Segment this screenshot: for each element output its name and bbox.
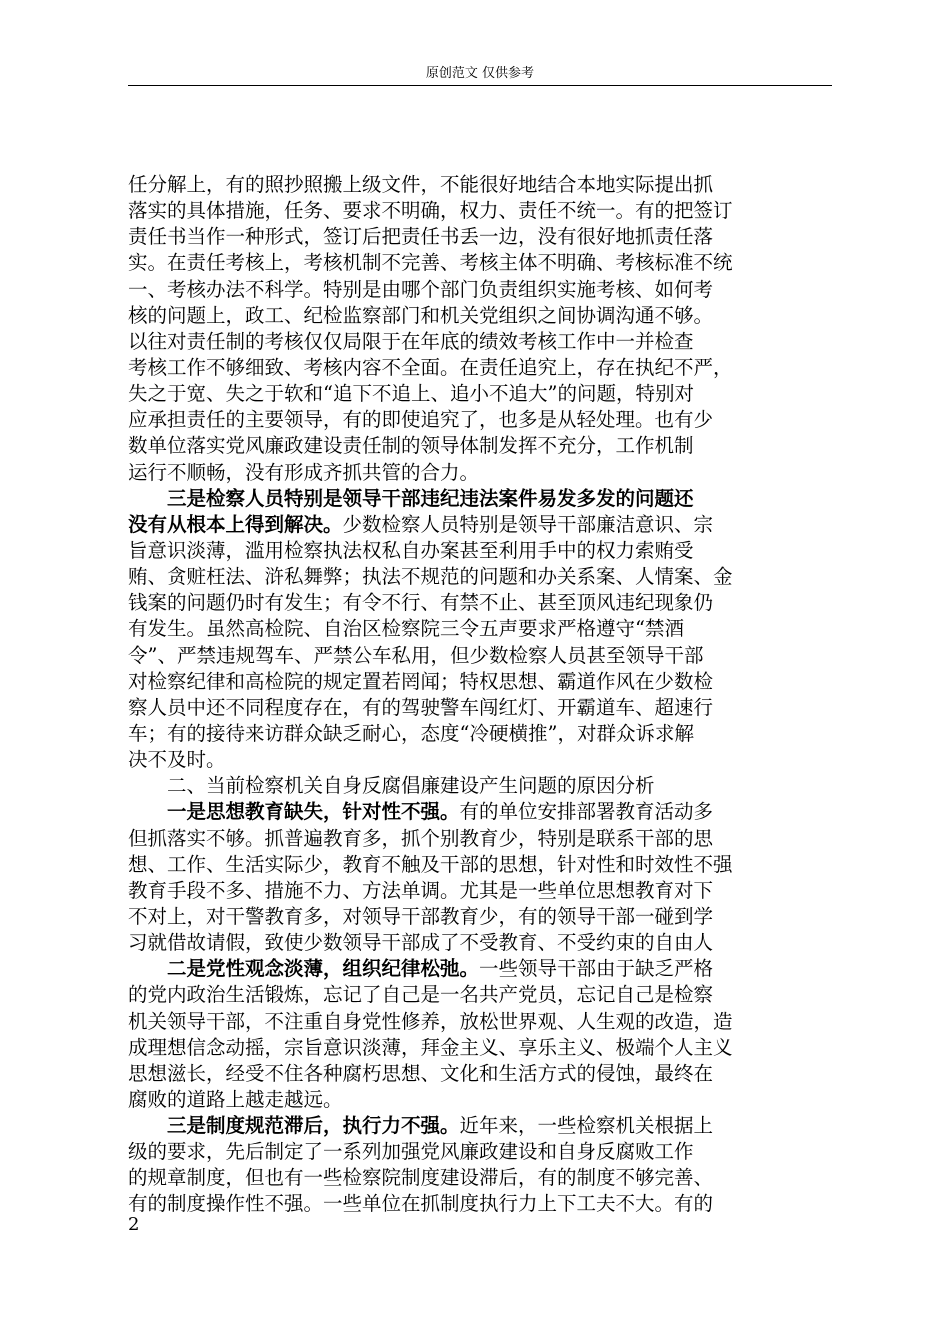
text-line [128, 1061, 832, 1087]
body-text-segment: 有的单位安排部署教育活动多 [459, 800, 714, 824]
text-line [128, 904, 832, 930]
text-line [128, 826, 832, 852]
text-line [128, 355, 832, 381]
text-line [128, 1139, 832, 1165]
body-text-segment: 察人员中还不同程度存在，有的驾驶警车闯红灯、开霸道车、超速行 [128, 695, 714, 719]
body-text-segment: 有的制度操作性不强。一些单位在抓制度执行力上下工夫不大。有的 [128, 1192, 714, 1216]
bold-heading-text: 三是检察人员特别是领导干部违纪违法案件易发多发的问题还 [128, 486, 694, 510]
text-line [128, 512, 832, 538]
text-line [128, 878, 832, 904]
text-line [128, 1191, 832, 1217]
text-line [128, 616, 832, 642]
text-line [128, 486, 832, 512]
text-line [128, 852, 832, 878]
body-text-segment: 教育手段不多、措施不力、方法单调。尤其是一些单位思想教育对下 [128, 878, 714, 902]
body-text-segment: 责任书当作一种形式，签订后把责任书丢一边，没有很好地抓责任落 [128, 225, 714, 249]
body-text-segment: 一些领导干部由于缺乏严格 [479, 957, 714, 981]
body-text-segment: 但抓落实不够。抓普遍教育多，抓个别教育少，特别是联系干部的思 [128, 826, 714, 850]
body-text-segment: 以往对责任制的考核仅仅局限于在年底的绩效考核工作中一并检查 [128, 329, 694, 353]
bold-heading-text: 二是党性观念淡薄，组织纪律松弛。 [128, 957, 480, 981]
text-line [128, 1009, 832, 1035]
body-text-segment: 失之于宽、失之于软和“追下不追上、追小不追大”的问题，特别对 [128, 382, 694, 406]
text-line [128, 172, 832, 198]
body-text-segment: 实。在责任考核上，考核机制不完善、考核主体不明确、考核标准不统 [128, 251, 733, 275]
body-text-segment: 想、工作、生活实际少，教育不触及干部的思想，针对性和时效性不强 [128, 852, 733, 876]
text-line [128, 930, 832, 956]
body-text-segment: 少数检察人员特别是领导干部廉洁意识、宗 [342, 512, 714, 536]
body-text-segment: 令”、严禁违规驾车、严禁公车私用，但少数检察人员甚至领导干部 [128, 643, 704, 667]
text-line [128, 198, 832, 224]
body-text-segment: 不对上，对干警教育多，对领导干部教育少，有的领导干部一碰到学 [128, 904, 714, 928]
text-line [128, 1165, 832, 1191]
body-text-segment: 有发生。虽然高检院、自治区检察院三令五声要求严格遵守“禁酒 [128, 617, 684, 641]
document-body [128, 172, 832, 1218]
body-text-segment: 级的要求，先后制定了一系列加强党风廉政建设和自身反腐败工作 [128, 1140, 694, 1164]
body-text-segment: 决不及时。 [128, 748, 226, 772]
bold-heading-text: 三是制度规范滞后，执行力不强。 [128, 1114, 460, 1138]
text-line [128, 381, 832, 407]
text-line [128, 982, 832, 1008]
text-line [128, 721, 832, 747]
text-line [128, 643, 832, 669]
body-text-segment: 成理想信念动摇，宗旨意识淡薄，拜金主义、享乐主义、极端个人主义 [128, 1035, 733, 1059]
body-text-segment: 数单位落实党风廉政建设责任制的领导体制发挥不充分，工作机制 [128, 434, 694, 458]
body-text-segment: 车；有的接待来访群众缺乏耐心，态度“冷硬横推”，对群众诉求解 [128, 721, 694, 745]
text-line [128, 695, 832, 721]
body-text-segment: 应承担责任的主要领导，有的即使追究了，也多是从轻处理。也有少 [128, 408, 714, 432]
text-line [128, 590, 832, 616]
text-line [128, 250, 832, 276]
text-line [128, 799, 832, 825]
bold-heading-text: 没有从根本上得到解决。 [128, 512, 343, 536]
text-line [128, 538, 832, 564]
body-text-segment: 的规章制度，但也有一些检察院制度建设滞后，有的制度不够完善、 [128, 1166, 714, 1190]
body-text-segment: 一、考核办法不科学。特别是由哪个部门负责组织实施考核、如何考 [128, 277, 714, 301]
text-line [128, 1113, 832, 1139]
body-text-segment: 近年来，一些检察机关根据上 [459, 1114, 714, 1138]
body-text-segment: 机关领导干部，不注重自身党性修养，放松世界观、人生观的改造，造 [128, 1009, 733, 1033]
body-text-segment: 落实的具体措施，任务、要求不明确，权力、责任不统一。有的把签订 [128, 199, 733, 223]
body-text-segment: 思想滋长，经受不住各种腐朽思想、文化和生活方式的侵蚀，最终在 [128, 1061, 714, 1085]
text-line [128, 277, 832, 303]
text-line [128, 329, 832, 355]
text-line [128, 1035, 832, 1061]
text-line [128, 224, 832, 250]
text-line [128, 460, 832, 486]
text-line [128, 433, 832, 459]
text-line [128, 669, 832, 695]
page-number: 2 [128, 1214, 140, 1235]
header-divider [128, 85, 832, 86]
text-line [128, 773, 832, 799]
body-text-segment: 任分解上，有的照抄照搬上级文件，不能很好地结合本地实际提出抓 [128, 173, 714, 196]
page-header: 原创范文 仅供参考 [425, 66, 535, 81]
body-text-segment: 对检察纪律和高检院的规定置若罔闻；特权思想、霸道作风在少数检 [128, 669, 714, 693]
text-line [128, 303, 832, 329]
bold-heading-text: 一是思想教育缺失，针对性不强。 [128, 800, 460, 824]
body-text-segment: 二、当前检察机关自身反腐倡廉建设产生问题的原因分析 [128, 774, 655, 798]
text-line [128, 747, 832, 773]
body-text-segment: 的党内政治生活锻炼，忘记了自己是一名共产党员，忘记自己是检察 [128, 983, 714, 1007]
body-text-segment: 贿、贪赃枉法、浒私舞弊；执法不规范的问题和办关系案、人情案、金 [128, 565, 733, 589]
text-line [128, 1087, 832, 1113]
body-text-segment: 习就借故请假，致使少数领导干部成了不受教育、不受约束的自由人 [128, 931, 714, 955]
body-text-segment: 考核工作不够细致、考核内容不全面。在责任追究上，存在执纪不严， [128, 355, 733, 379]
text-line [128, 956, 832, 982]
text-line [128, 564, 832, 590]
body-text-segment: 核的问题上，政工、纪检监察部门和机关党组织之间协调沟通不够。 [128, 303, 714, 327]
body-text-segment: 旨意识淡薄，滥用检察执法权私自办案甚至利用手中的权力索贿受 [128, 538, 694, 562]
body-text-segment: 腐败的道路上越走越远。 [128, 1087, 343, 1111]
body-text-segment: 钱案的问题仍时有发生；有令不行、有禁不止、甚至顶风违纪现象仍 [128, 591, 714, 615]
body-text-segment: 运行不顺畅，没有形成齐抓共管的合力。 [128, 460, 480, 484]
text-line [128, 407, 832, 433]
